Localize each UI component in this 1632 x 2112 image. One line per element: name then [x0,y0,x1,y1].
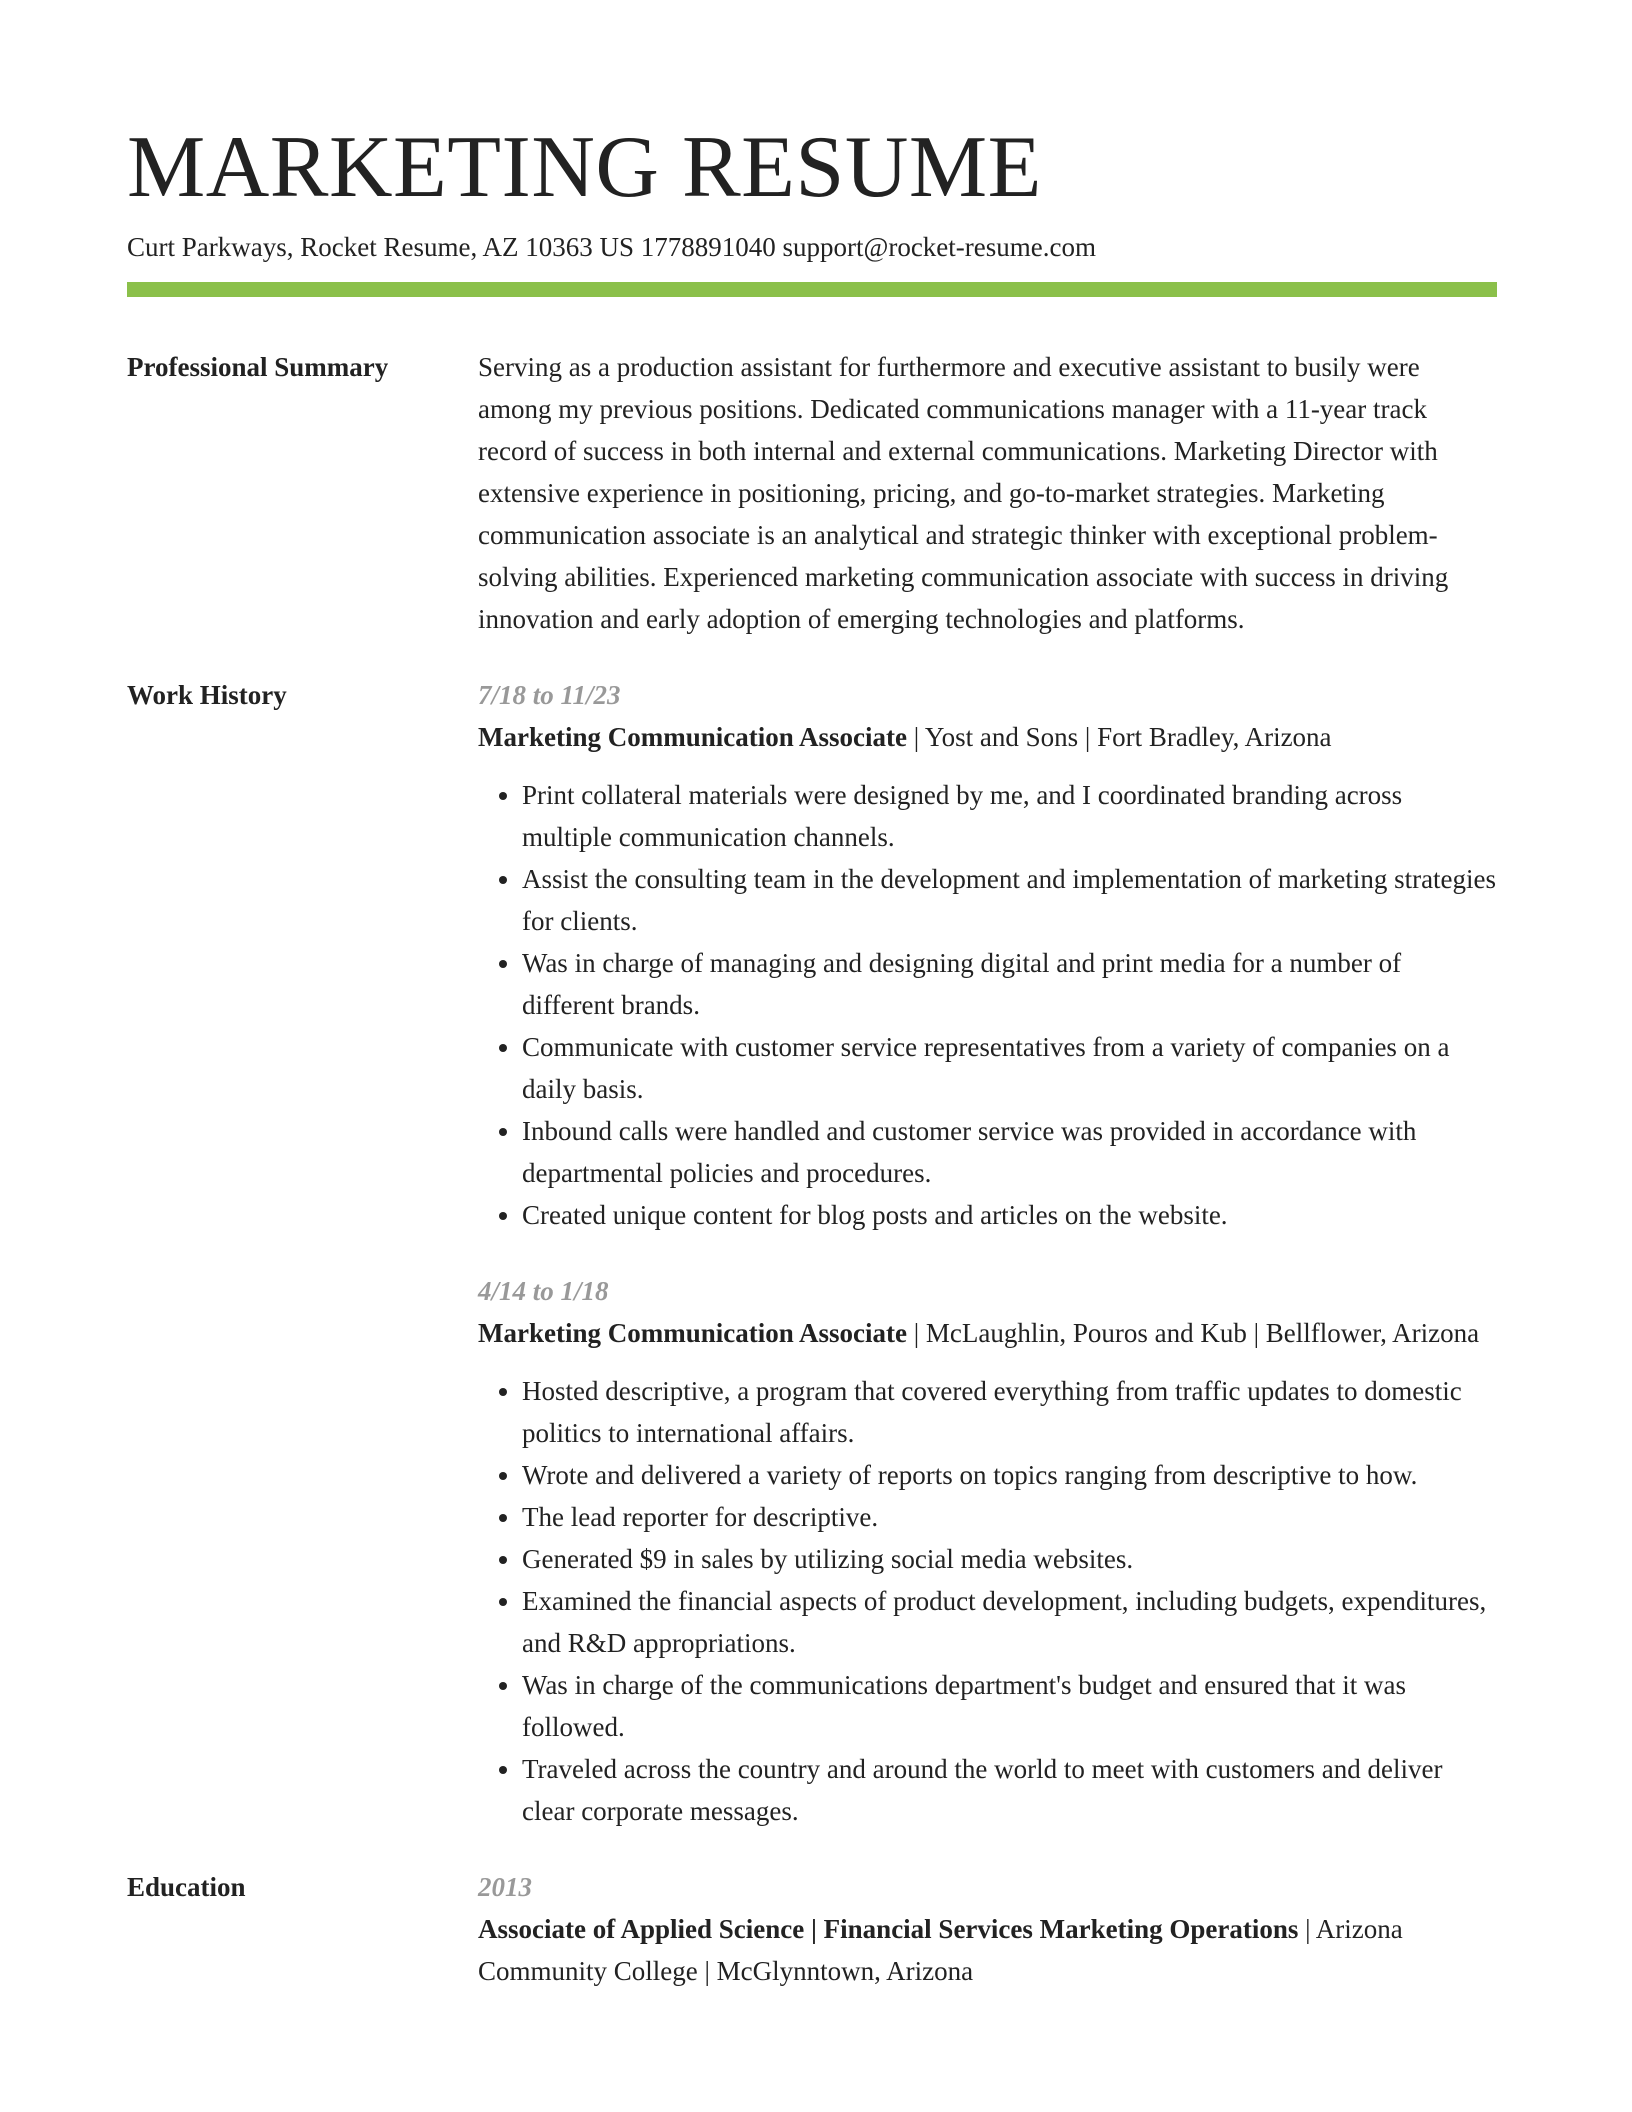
section-label-summary: Professional Summary [127,352,389,382]
list-item: • Inbound calls were handled and customer service was provided in accordance with departmental policies and procedures. [522,1110,1497,1194]
education-details: | Arizona Community College | McGlynntown, Arizona [478,1914,1403,1986]
resume-title: MARKETING RESUME [127,119,1042,216]
education-entry [478,1866,1497,1992]
list-item: • Examined the financial aspects of product development, including budgets, expenditures, and R&D appropriations. [522,1580,1497,1664]
list-item: • Assist the consulting team in the development and implementation of marketing strategies for clients. [522,858,1497,942]
job-details: | Yost and Sons | Fort Bradley, Arizona [906,722,1332,752]
education-year: 2013 [478,1872,532,1902]
list-item: • Created unique content for blog posts and articles on the website. [522,1194,1497,1236]
job-heading [478,716,1497,758]
list-item: • Was in charge of managing and designing digital and print media for a number of different brands. [522,942,1497,1026]
professional-summary-section [127,346,1497,640]
job-dates: 4/14 to 1/18 [478,1276,609,1306]
accent-divider [127,282,1497,297]
job-heading [478,1312,1497,1354]
education-entries [478,1866,1497,1992]
list-item: • Print collateral materials were designed by me, and I coordinated branding across multiple communication channels. [522,774,1497,858]
job-dates: 7/18 to 11/23 [478,680,621,710]
list-item: • Traveled across the country and around the world to meet with customers and deliver clear corporate messages. [522,1748,1497,1832]
job-bullets [478,1370,1497,1832]
list-item: • Was in charge of the communications department's budget and ensured that it was followed. [522,1664,1497,1748]
summary-text: Serving as a production assistant for furthermore and executive assistant to busily were among my previous positions. Dedicated communications manager with a 11-year track record of success in both internal and external communications. Marketing Director with extensive experience in positioning, pricing, and go-to-market strategies. Marketing communication associate is an analytical and strategic thinker with exceptional problem-solving abilities. Experienced marketing communication associate with success in driving innovation and early adoption of emerging technologies and platforms. [478,352,1449,634]
education-section [127,1866,1497,1992]
work-history-section [127,674,1497,1832]
job-entry [478,1270,1497,1832]
resume-page [127,118,1497,1992]
job-title: Marketing Communication Associate [478,1318,907,1348]
job-entry [478,674,1497,1236]
job-title: Marketing Communication Associate [478,722,907,752]
degree-title: Associate of Applied Science | Financial Services Marketing Operations [478,1914,1299,1944]
list-item: • Generated $9 in sales by utilizing social media websites. [522,1538,1497,1580]
job-details: | McLaughlin, Pouros and Kub | Bellflower, Arizona [906,1318,1480,1348]
contact-line: Curt Parkways, Rocket Resume, AZ 10363 US 1778891040 support@rocket-resume.com [127,232,1096,262]
job-bullets [478,774,1497,1236]
education-heading [478,1908,1497,1992]
list-item: • Communicate with customer service representatives from a variety of companies on a daily basis. [522,1026,1497,1110]
section-label-work: Work History [127,680,287,710]
list-item: • The lead reporter for descriptive. [522,1496,1497,1538]
section-label-education: Education [127,1872,246,1902]
list-item: • Hosted descriptive, a program that covered everything from traffic updates to domestic politics to international affairs. [522,1370,1497,1454]
work-entries [478,674,1497,1832]
list-item: • Wrote and delivered a variety of reports on topics ranging from descriptive to how. [522,1454,1497,1496]
